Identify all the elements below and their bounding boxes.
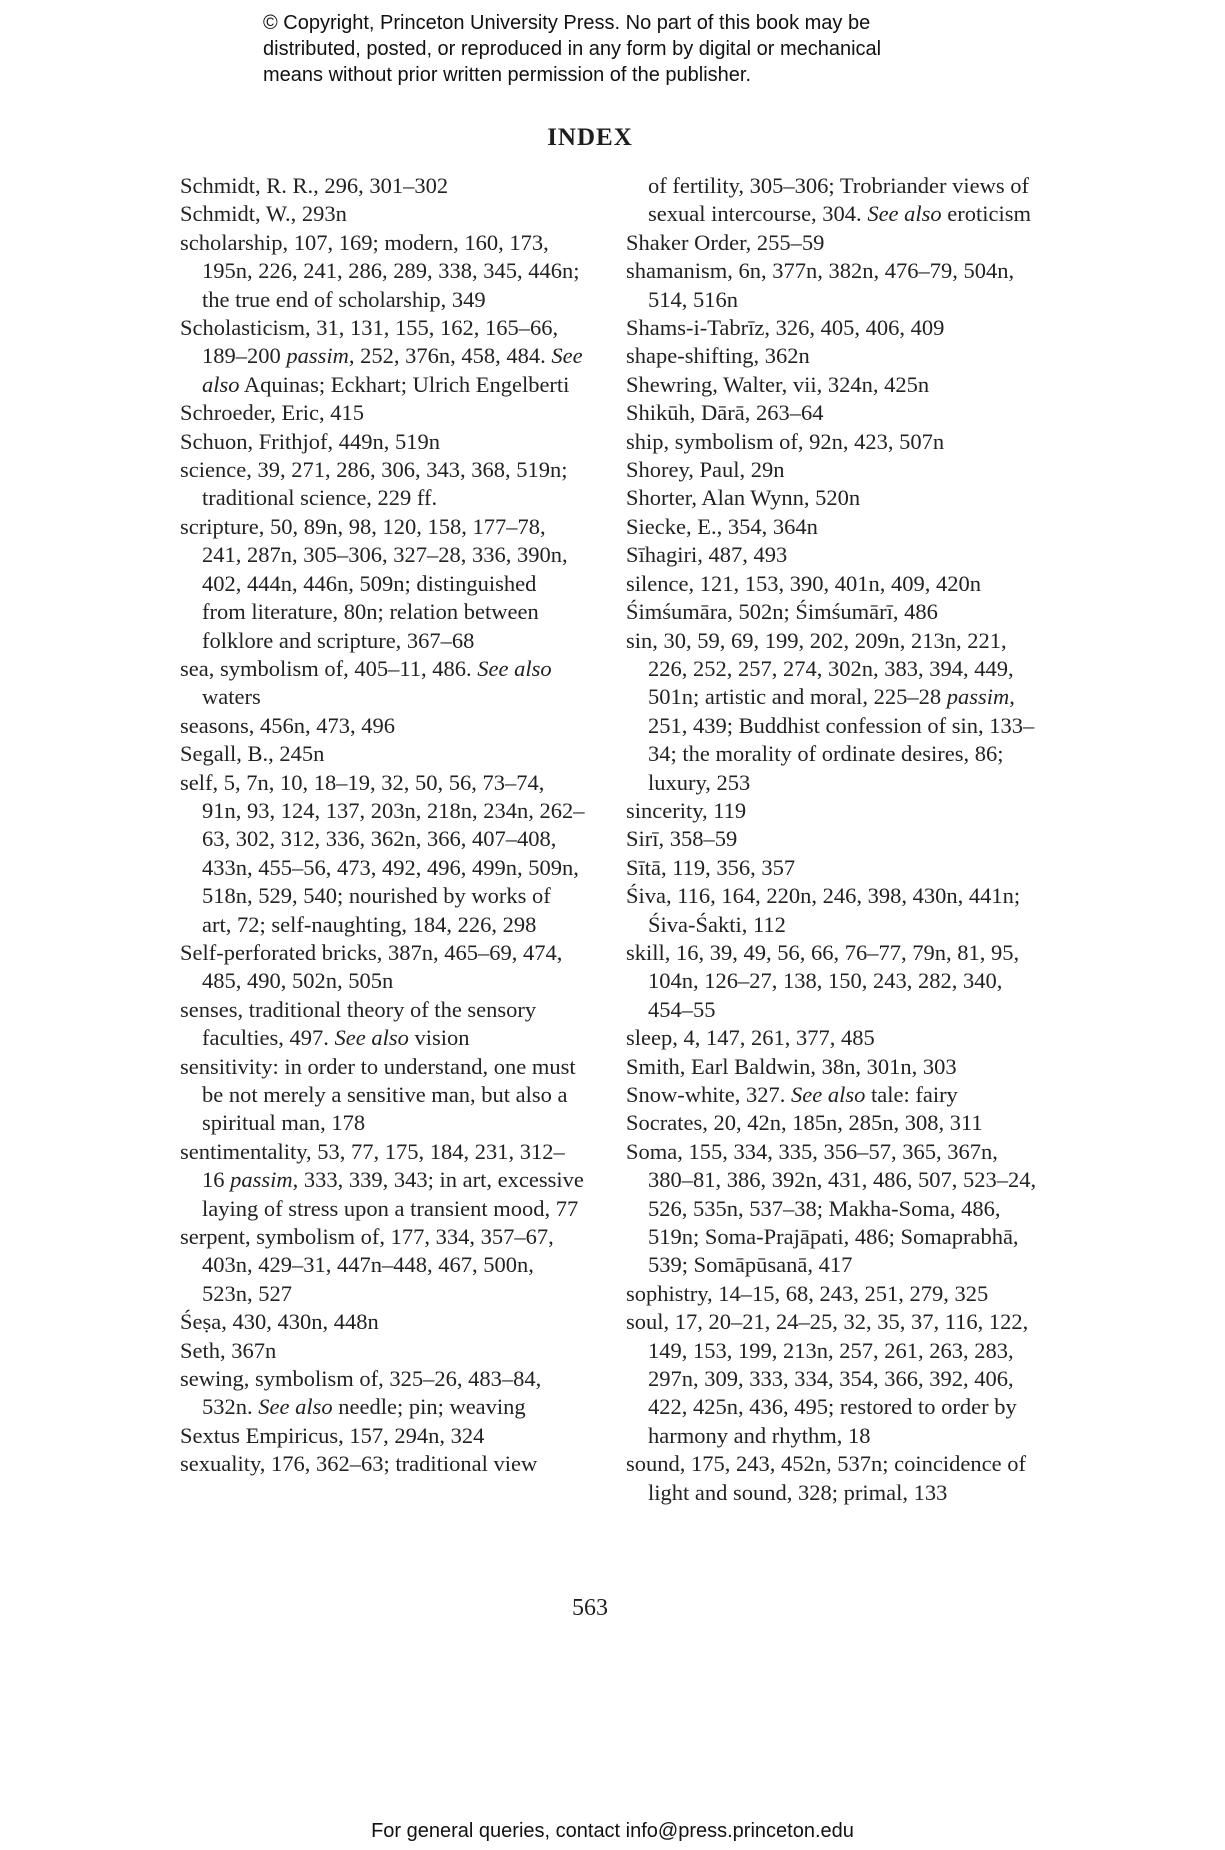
index-entry: Sextus Empiricus, 157, 294n, 324 [180, 1422, 485, 1448]
index-entry: Shorey, Paul, 29n [626, 457, 785, 483]
index-entry: sexuality, 176, 362–63; traditional view [180, 1451, 538, 1477]
footer-contact: For general queries, contact info@press.princeton.edu [371, 1820, 854, 1842]
index-entry-text: , 252, 376n, 458, 484. [348, 343, 552, 369]
index-column-right [626, 172, 1046, 1507]
index-entry: scripture, 50, 89n, 98, 120, 158, 177–78, 241, 287n, 305–306, 327–28, 336, 390n, 402, 444n, 446n, 509n; distinguished from literature, 80n; relation between folklore and scripture, 367–68 [180, 513, 568, 653]
index-entry [626, 1081, 1046, 1109]
index-entry [180, 655, 585, 712]
index-entry [180, 996, 585, 1053]
index-entry: seasons, 456n, 473, 496 [180, 712, 395, 738]
index-entry: Siecke, E., 354, 364n [626, 513, 818, 539]
index-entry [180, 1138, 585, 1223]
index-entry: Smith, Earl Baldwin, 38n, 301n, 303 [626, 1053, 957, 1079]
index-entry: Soma, 155, 334, 335, 356–57, 365, 367n, 380–81, 386, 392n, 431, 486, 507, 523–24, 526, 535n, 537–38; Makha-Soma, 486, 519n; Soma-Prajāpati, 486; Somaprabhā, 539; Somāpūsanā, 417 [626, 1138, 1037, 1278]
index-column-left [180, 172, 585, 1479]
copyright-line: means without prior written permission of the publisher. [263, 64, 752, 86]
index-entry-italic: passim [946, 684, 1010, 710]
index-entry: self, 5, 7n, 10, 18–19, 32, 50, 56, 73–74, 91n, 93, 124, 137, 203n, 218n, 234n, 262–63, 302, 312, 336, 362n, 366, 407–408, 433n, 455–56, 473, 492, 496, 499n, 509n, 518n, 529, 540; nourished by works of art, 72; self-naughting, 184, 226, 298 [180, 769, 585, 937]
copyright-line: distributed, posted, or reproduced in any form by digital or mechanical [263, 38, 882, 60]
index-entry: Śimśumāra, 502n; Śimśumārī, 486 [626, 599, 938, 625]
index-entry-text: eroticism [941, 201, 1032, 227]
index-entry [626, 172, 1046, 229]
index-entry-italic: See also [258, 1394, 333, 1420]
index-entry-text: , 333, 339, 343; in art, excessive laying of stress upon a transient mood, 77 [202, 1167, 584, 1221]
index-entry-italic: passim [230, 1167, 293, 1193]
index-entry-text: waters [202, 684, 261, 710]
index-entry: Śiva, 116, 164, 220n, 246, 398, 430n, 441n; Śiva-Śakti, 112 [626, 883, 1021, 937]
index-entry-italic: See also [477, 655, 552, 681]
index-entry [626, 627, 1046, 797]
index-entry: scholarship, 107, 169; modern, 160, 173, 195n, 226, 241, 286, 289, 338, 345, 446n; the true end of scholarship, 349 [180, 229, 580, 312]
copyright-line: © Copyright, Princeton University Press. No part of this book may be [263, 12, 871, 34]
index-entry: Shikūh, Dārā, 263–64 [626, 400, 824, 426]
index-entry: science, 39, 271, 286, 306, 343, 368, 519n; traditional science, 229 ff. [180, 457, 568, 511]
page-title: INDEX [547, 124, 633, 151]
index-entry [180, 314, 585, 399]
index-entry-text: sentimentality, 53, 77, 175, 184, 231, 312–16 [180, 1138, 565, 1193]
index-entry: ship, symbolism of, 92n, 423, 507n [626, 428, 945, 454]
index-entry: shamanism, 6n, 377n, 382n, 476–79, 504n, 514, 516n [626, 258, 1015, 312]
index-entry: Sirī, 358–59 [626, 826, 738, 852]
index-entry-text: Snow-white, 327. [626, 1082, 791, 1107]
index-entry: Seth, 367n [180, 1337, 277, 1363]
index-entry-text: vision [408, 1025, 470, 1051]
index-entry: Socrates, 20, 42n, 185n, 285n, 308, 311 [626, 1110, 983, 1136]
index-entry: skill, 16, 39, 49, 56, 66, 76–77, 79n, 81, 95, 104n, 126–27, 138, 150, 243, 282, 340, 454–55 [626, 939, 1020, 1022]
index-entry: Sīhagiri, 487, 493 [626, 542, 788, 568]
index-entry-text: of fertility, 305–306; Trobriander views of sexual intercourse, 304. [648, 173, 1029, 227]
index-entry-text: needle; pin; weaving [332, 1394, 526, 1420]
index-entry-text: senses, traditional theory of the sensory faculties, 497. [180, 996, 537, 1051]
index-entry-italic: See also [791, 1082, 866, 1107]
index-entry: sophistry, 14–15, 68, 243, 251, 279, 325 [626, 1280, 989, 1306]
index-entry: sincerity, 119 [626, 797, 747, 823]
index-entry-text: tale: fairy [865, 1082, 958, 1107]
index-entry: silence, 121, 153, 390, 401n, 409, 420n [626, 570, 981, 596]
index-entry: sound, 175, 243, 452n, 537n; coincidence of light and sound, 328; primal, 133 [626, 1451, 1026, 1505]
index-entry: Shorter, Alan Wynn, 520n [626, 485, 861, 511]
index-entry-text: Aquinas; Eckhart; Ulrich Engelberti [239, 371, 570, 397]
index-entry: Shams-i-Tabrīz, 326, 405, 406, 409 [626, 315, 945, 341]
index-entry-text: sea, symbolism of, 405–11, 486. [180, 655, 478, 681]
index-entry-text: Scholasticism, 31, 131, 155, 162, 165–66, 189–200 [180, 315, 559, 369]
index-entry-text: sewing, symbolism of, 325–26, 483–84, 532n. [180, 1366, 542, 1420]
index-entry: soul, 17, 20–21, 24–25, 32, 35, 37, 116, 122, 149, 153, 199, 213n, 257, 261, 263, 283, 297n, 309, 333, 334, 354, 366, 392, 406, 422, 425n, 436, 495; restored to order by harmony and rhythm, 18 [626, 1309, 1029, 1448]
index-entry-text: , 251, 439; Buddhist confession of sin, 133–34; the morality of ordinate desires, 86; luxury, 253 [648, 684, 1035, 795]
index-entry: Śeṣa, 430, 430n, 448n [180, 1309, 379, 1335]
index-entry: Schroeder, Eric, 415 [180, 400, 365, 426]
index-entry: shape-shifting, 362n [626, 343, 810, 369]
index-entry: Segall, B., 245n [180, 741, 325, 767]
index-entry-italic: See also [202, 343, 583, 397]
index-entry-text: sin, 30, 59, 69, 199, 202, 209n, 213n, 221, 226, 252, 257, 274, 302n, 383, 394, 449, 501n; artistic and moral, 225–28 [626, 627, 1014, 710]
index-entry: Schuon, Frithjof, 449n, 519n [180, 428, 441, 454]
index-entry-italic: See also [867, 201, 942, 227]
index-entry: serpent, symbolism of, 177, 334, 357–67, 403n, 429–31, 447n–448, 467, 500n, 523n, 527 [180, 1224, 554, 1306]
index-entry: Schmidt, W., 293n [180, 201, 347, 227]
index-entry: Shewring, Walter, vii, 324n, 425n [626, 371, 930, 397]
index-entry [180, 1365, 585, 1422]
index-entry: Schmidt, R. R., 296, 301–302 [180, 173, 449, 198]
index-entry: Self-perforated bricks, 387n, 465–69, 474, 485, 490, 502n, 505n [180, 939, 563, 994]
index-entry: sensitivity: in order to understand, one must be not merely a sensitive man, but also a spiritual man, 178 [180, 1053, 576, 1136]
page-number: 563 [572, 1595, 608, 1621]
index-entry-italic: passim [286, 343, 349, 369]
index-entry: Sītā, 119, 356, 357 [626, 854, 796, 880]
index-entry-italic: See also [334, 1025, 409, 1051]
index-entry: sleep, 4, 147, 261, 377, 485 [626, 1025, 875, 1051]
copyright-notice [263, 10, 1023, 88]
index-entry: Shaker Order, 255–59 [626, 229, 825, 255]
